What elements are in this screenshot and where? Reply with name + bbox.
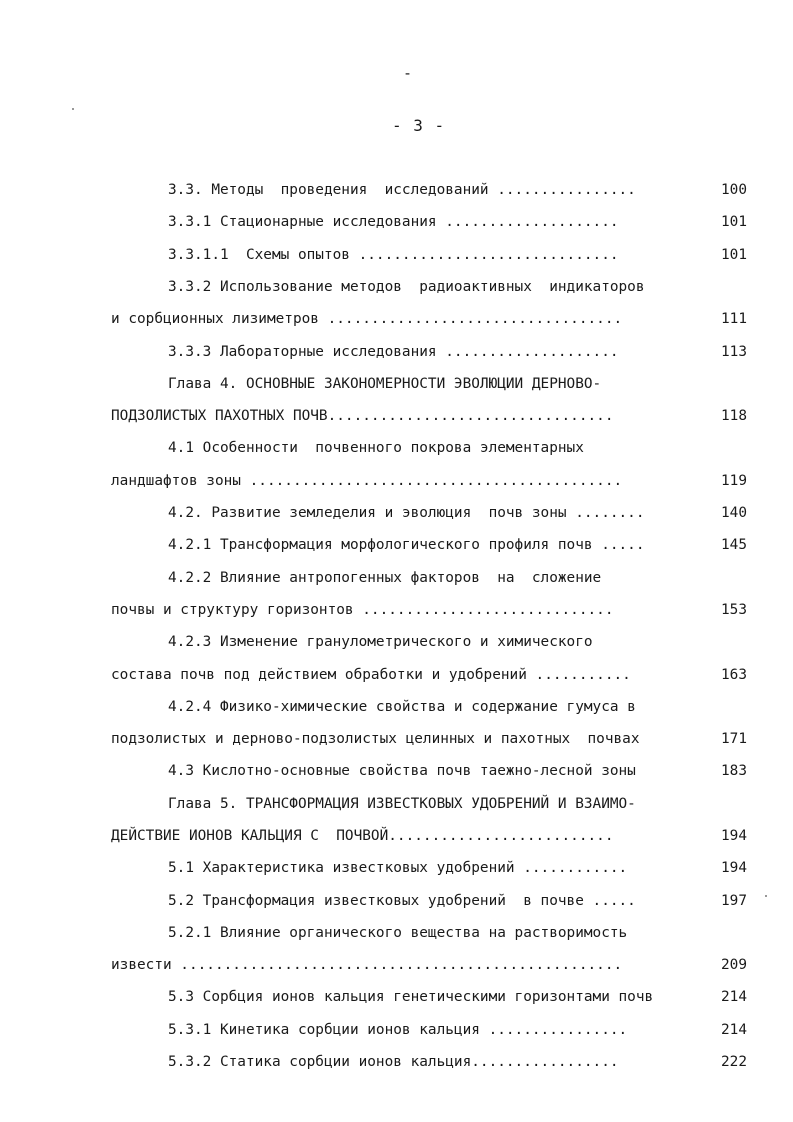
toc-entry-title: извести ...................................................	[111, 957, 623, 973]
toc-entry	[111, 727, 747, 751]
toc-entry-title: 5.2 Трансформация известковых удобрений в почве .....	[168, 893, 636, 909]
toc-entry-title: ПОДЗОЛИСТЫХ ПАХОТНЫХ ПОЧВ.................................	[111, 408, 614, 424]
toc-entry	[111, 404, 747, 428]
toc-entry	[168, 985, 747, 1009]
margin-speck	[765, 895, 767, 897]
toc-entry-title: 3.3.3 Лабораторные исследования ....................	[168, 344, 619, 360]
toc-entry-page: 163	[721, 667, 747, 683]
toc-entry	[111, 663, 747, 687]
toc-entry-title: 3.3.2 Использование методов радиоактивных индикаторов	[168, 279, 645, 295]
toc-entry	[168, 178, 747, 202]
toc-entry-title: 3.3.1 Стационарные исследования ....................	[168, 214, 619, 230]
toc-entry-title: 5.2.1 Влияние органического вещества на растворимость	[168, 925, 628, 941]
toc-entry-page: 118	[721, 408, 747, 424]
toc-entry	[168, 533, 747, 557]
toc-entry-title: 3.3. Методы проведения исследований ................	[168, 182, 636, 198]
toc-entry-title: ДЕЙСТВИЕ ИОНОВ КАЛЬЦИЯ С ПОЧВОЙ..........................	[111, 828, 614, 844]
toc-entry	[111, 953, 747, 977]
toc-entry	[168, 340, 747, 364]
toc-entry-title: 4.2. Развитие земледелия и эволюция почв зоны ........	[168, 505, 645, 521]
toc-entry	[168, 630, 747, 654]
toc-entry	[111, 469, 747, 493]
toc-entry-page: 209	[721, 957, 747, 973]
toc-entry-title: 4.2.4 Физико-химические свойства и содержание гумуса в	[168, 699, 636, 715]
toc-entry-title: 4.2.2 Влияние антропогенных факторов на сложение	[168, 570, 602, 586]
toc-entry-title: 4.1 Особенности почвенного покрова элементарных	[168, 440, 584, 456]
toc-entry-title: Глава 4. ОСНОВНЫЕ ЗАКОНОМЕРНОСТИ ЭВОЛЮЦИИ ДЕРНОВО-	[168, 376, 602, 392]
toc-entry	[111, 598, 747, 622]
toc-entry	[168, 1018, 747, 1042]
page-number: - 3 -	[392, 116, 446, 135]
toc-entry-page: 140	[721, 505, 747, 521]
toc-entry	[168, 210, 747, 234]
toc-entry-title: Глава 5. ТРАНСФОРМАЦИЯ ИЗВЕСТКОВЫХ УДОБРЕНИЙ И ВЗАИМО-	[168, 796, 636, 812]
toc-entry	[168, 243, 747, 267]
toc-entry-page: 214	[721, 989, 747, 1005]
toc-entry-title: 5.3.2 Статика сорбции ионов кальция.................	[168, 1054, 619, 1070]
toc-entry-title: подзолистых и дерново-подзолистых целинных и пахотных почвах	[111, 731, 640, 747]
toc-entry-page: 197	[721, 893, 747, 909]
toc-entry-page: 214	[721, 1022, 747, 1038]
margin-speck	[72, 108, 74, 110]
toc-entry-page: 100	[721, 182, 747, 198]
toc-entry	[168, 889, 747, 913]
toc-entry-title: 4.3 Кислотно-основные свойства почв таежно-лесной зоны	[168, 763, 636, 779]
toc-entry	[111, 307, 747, 331]
toc-entry	[168, 921, 747, 945]
toc-entry-title: 5.3 Сорбция ионов кальция генетическими горизонтами почв	[168, 989, 654, 1005]
toc-entry-title: состава почв под действием обработки и удобрений ...........	[111, 667, 631, 683]
toc-entry-page: 145	[721, 537, 747, 553]
toc-entry	[168, 759, 747, 783]
toc-entry-page: 183	[721, 763, 747, 779]
toc-entry	[168, 372, 747, 396]
toc-entry-title: 3.3.1.1 Схемы опытов ..............................	[168, 247, 619, 263]
toc-entry-title: ландшафтов зоны ...........................................	[111, 473, 623, 489]
toc-entry	[168, 501, 747, 525]
toc-entry-title: и сорбционных лизиметров ..................................	[111, 311, 623, 327]
toc-entry-title: 5.1 Характеристика известковых удобрений ............	[168, 860, 628, 876]
toc-entry-page: 119	[721, 473, 747, 489]
toc-entry-page: 113	[721, 344, 747, 360]
toc-entry-page: 194	[721, 860, 747, 876]
toc-entry-page: 194	[721, 828, 747, 844]
toc-entry-title: 4.2.1 Трансформация морфологического профиля почв .....	[168, 537, 645, 553]
toc-entry-page: 171	[721, 731, 747, 747]
toc-entry	[168, 856, 747, 880]
top-mark: -	[403, 64, 413, 82]
toc-entry	[168, 566, 747, 590]
toc-entry-page: 111	[721, 311, 747, 327]
toc-entry	[168, 436, 747, 460]
toc-entry-title: почвы и структуру горизонтов .............................	[111, 602, 614, 618]
toc-entry-page: 153	[721, 602, 747, 618]
toc-entry-page: 101	[721, 247, 747, 263]
toc-entry	[168, 1050, 747, 1074]
toc-entry-page: 222	[721, 1054, 747, 1070]
toc-entry-page: 101	[721, 214, 747, 230]
toc-entry	[111, 824, 747, 848]
toc-entry	[168, 695, 747, 719]
toc-entry-title: 4.2.3 Изменение гранулометрического и химического	[168, 634, 593, 650]
toc-entry	[168, 275, 747, 299]
toc-entry-title: 5.3.1 Кинетика сорбции ионов кальция ................	[168, 1022, 628, 1038]
toc-entry	[168, 792, 747, 816]
